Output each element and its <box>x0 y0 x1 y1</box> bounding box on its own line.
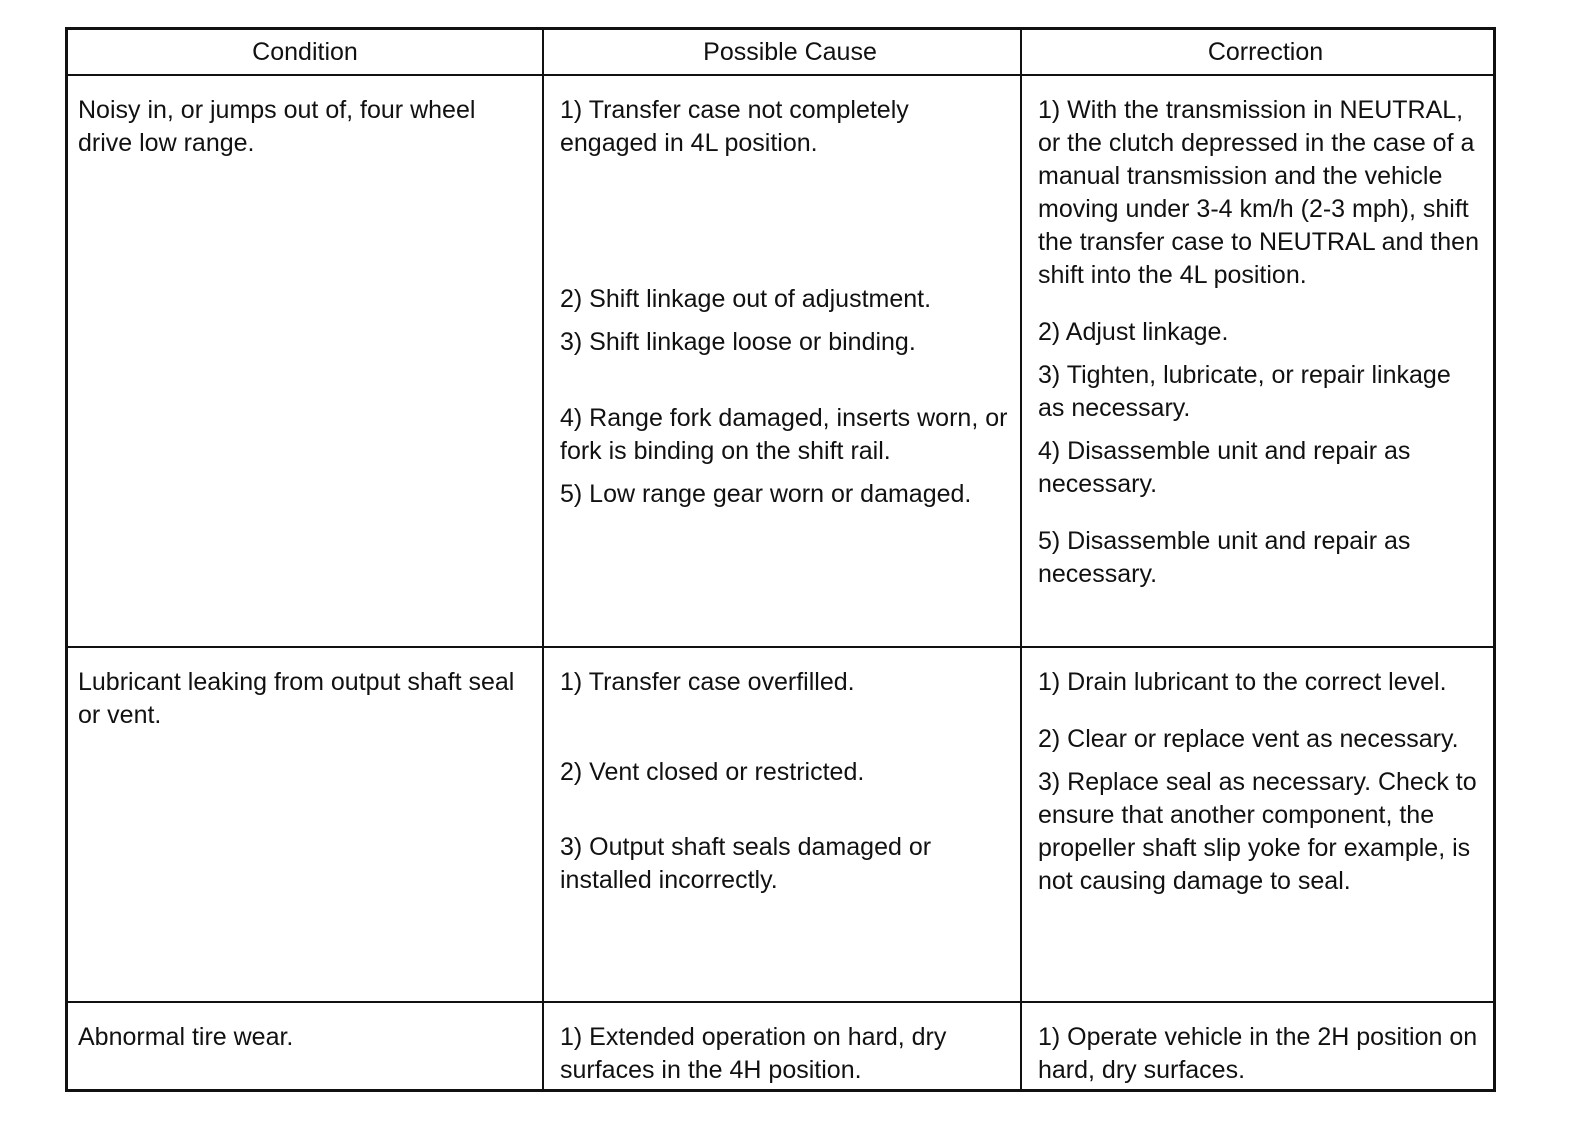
header-possible-cause: Possible Cause <box>544 30 1022 76</box>
cause-item: 3) Shift linkage loose or binding. <box>560 328 916 356</box>
cause-item: 3) Output shaft seals damaged or installed incorrectly. <box>560 833 932 894</box>
cause-item: 2) Shift linkage out of adjustment. <box>560 285 932 313</box>
cause-cell <box>544 1003 1022 1089</box>
cause-cell <box>544 648 1022 1003</box>
correction-cell <box>1022 648 1493 1003</box>
cause-item: 1) Transfer case overfilled. <box>560 668 855 696</box>
condition-text: Noisy in, or jumps out of, four wheel drive low range. <box>78 96 476 157</box>
cause-item: 1) Transfer case not completely engaged in 4L position. <box>560 96 909 157</box>
cause-cell <box>544 76 1022 648</box>
cause-item: 2) Vent closed or restricted. <box>560 758 865 786</box>
condition-text: Abnormal tire wear. <box>78 1023 294 1051</box>
correction-item: 5) Disassemble unit and repair as necessary. <box>1038 527 1411 588</box>
correction-item: 3) Replace seal as necessary. Check to ensure that another component, the propeller shaft slip yoke for example, is not causing damage to seal. <box>1038 768 1477 895</box>
cause-item: 5) Low range gear worn or damaged. <box>560 480 972 508</box>
correction-cell <box>1022 76 1493 648</box>
correction-item: 1) Drain lubricant to the correct level. <box>1038 668 1447 696</box>
condition-text: Lubricant leaking from output shaft seal or vent. <box>78 668 515 729</box>
diagnosis-table <box>65 27 1496 1092</box>
correction-item: 2) Clear or replace vent as necessary. <box>1038 725 1459 753</box>
cause-item: 4) Range fork damaged, inserts worn, or fork is binding on the shift rail. <box>560 404 1008 465</box>
header-correction: Correction <box>1022 30 1493 76</box>
correction-item: 4) Disassemble unit and repair as necessary. <box>1038 437 1411 498</box>
correction-cell <box>1022 1003 1493 1089</box>
correction-item: 3) Tighten, lubricate, or repair linkage as necessary. <box>1038 361 1451 422</box>
header-condition: Condition <box>68 30 544 76</box>
cause-item: 1) Extended operation on hard, dry surfaces in the 4H position. <box>560 1023 947 1084</box>
correction-item: 1) With the transmission in NEUTRAL, or the clutch depressed in the case of a manual transmission and the vehicle moving under 3-4 km/h (2-3 mph), shift the transfer case to NEUTRAL and then shift into the 4L position. <box>1038 96 1479 289</box>
condition-cell <box>68 76 544 648</box>
condition-cell <box>68 1003 544 1089</box>
correction-item: 1) Operate vehicle in the 2H position on hard, dry surfaces. <box>1038 1023 1478 1084</box>
correction-item: 2) Adjust linkage. <box>1038 318 1229 346</box>
condition-cell <box>68 648 544 1003</box>
